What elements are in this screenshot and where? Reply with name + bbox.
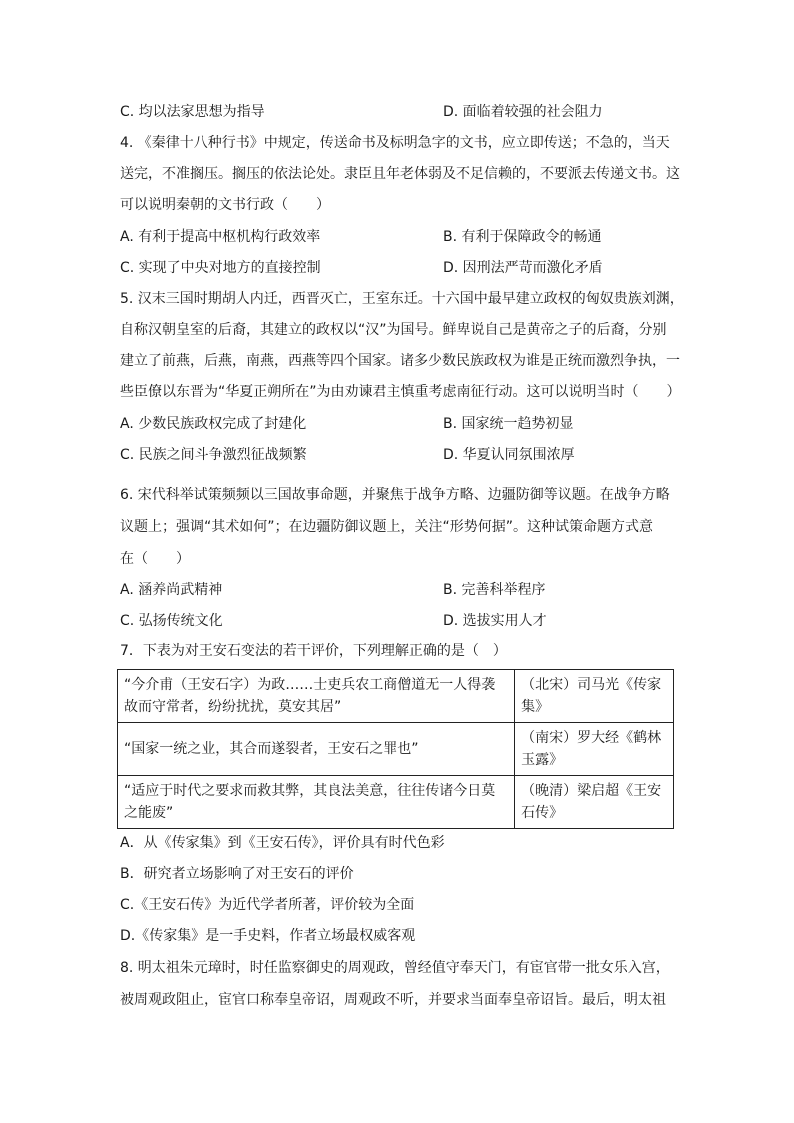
q6-stem-line-1: 6. 宋代科举试策频频以三国故事命题，并聚焦于战争方略、边疆防御等议题。在战争方略	[120, 487, 670, 503]
q4-option-b[interactable]: B. 有利于保障政令的畅通	[443, 229, 602, 245]
table-quote-cell: “适应于时代之要求而救其弊，其良法美意，往往传诸今日莫之能废”	[118, 776, 515, 829]
q4-stem-line-1: 4. 《秦律十八种行书》中规定，传送命书及标明急字的文书，应立即传送；不急的，当天	[120, 135, 670, 151]
q8-stem-line-2: 被周观政阻止，宦官口称奉皇帝诏，周观政不听，并要求当面奉皇帝诏旨。最后，明太祖	[120, 992, 666, 1008]
table-row	[118, 670, 674, 723]
q5-option-a[interactable]: A. 少数民族政权完成了封建化	[120, 416, 307, 432]
q5-stem-line-2: 自称汉朝皇室的后裔，其建立的政权以“汉”为国号。鲜卑说自己是黄帝之子的后裔，分别	[120, 322, 667, 338]
q4-option-a[interactable]: A. 有利于提高中枢机构行政效率	[120, 229, 321, 245]
q5-options-row-ab	[120, 414, 680, 434]
q6-option-c[interactable]: C. 弘扬传统文化	[120, 613, 223, 629]
q4-option-d[interactable]: D. 因刑法严苛而激化矛盾	[443, 260, 603, 276]
q7-option-c[interactable]: C.《王安石传》为近代学者所著，评价较为全面	[120, 897, 415, 913]
q7-option-d[interactable]: D.《传家集》是一手史料，作者立场最权威客观	[120, 928, 416, 944]
q6-option-b[interactable]: B. 完善科举程序	[443, 582, 546, 598]
table-quote-cell: “今介甫（王安石字）为政……士吏兵农工商僧道无一人得袭故而守常者，纷纷扰扰，莫安其居”	[118, 670, 515, 723]
q3-option-c[interactable]: C. 均以法家思想为指导	[120, 104, 265, 120]
q4-options-row-cd	[120, 258, 680, 278]
q6-option-a[interactable]: A. 涵养尚武精神	[120, 582, 223, 598]
q4-stem-line-3: 可以说明秦朝的文书行政（ ）	[120, 197, 330, 213]
q6-options-row-ab	[120, 580, 680, 600]
table-source-cell: （南宋）罗大经《鹤林玉露》	[515, 723, 674, 776]
q6-options-row-cd	[120, 611, 680, 631]
table-source-cell: （晚清）梁启超《王安石传》	[515, 776, 674, 829]
table-row	[118, 776, 674, 829]
q5-option-c[interactable]: C. 民族之间斗争激烈征战频繁	[120, 447, 307, 463]
table-source-cell: （北宋）司马光《传家集》	[515, 670, 674, 723]
q6-stem-line-2: 议题上；强调“其术如何”；在边疆防御议题上，关注“形势何据”。这种试策命题方式意	[120, 519, 654, 535]
q7-option-b[interactable]: B．研究者立场影响了对王安石的评价	[120, 866, 354, 882]
table-quote-cell: “国家一统之业，其合而遂裂者，王安石之罪也”	[118, 723, 515, 776]
table-row	[118, 723, 674, 776]
q5-stem-line-3: 建立了前燕，后燕，南燕，西燕等四个国家。诸多少数民族政权为谁是正统而激烈争执，一	[120, 353, 680, 369]
q6-stem-line-3: 在（ ）	[120, 551, 190, 567]
q4-options-row-ab	[120, 227, 680, 247]
q5-option-d[interactable]: D. 华夏认同氛围浓厚	[443, 447, 575, 463]
q8-stem-line-1: 8. 明太祖朱元璋时，时任监察御史的周观政，曾经值守奉天门，有宦官带一批女乐入宫，	[120, 960, 670, 976]
q5-option-b[interactable]: B. 国家统一趋势初显	[443, 416, 574, 432]
q7-stem: 7．下表为对王安石变法的若干评价，下列理解正确的是（ ）	[120, 643, 507, 659]
q6-option-d[interactable]: D. 选拔实用人才	[443, 613, 547, 629]
q4-option-c[interactable]: C. 实现了中央对地方的直接控制	[120, 260, 321, 276]
q3-options-row-cd	[120, 102, 680, 122]
q4-stem-line-2: 送完，不准搁压。搁压的依法论处。隶臣且年老体弱及不足信赖的，不要派去传递文书。这	[120, 166, 680, 182]
q7-evaluation-table	[117, 669, 674, 829]
q3-option-d[interactable]: D. 面临着较强的社会阻力	[443, 104, 603, 120]
q5-options-row-cd	[120, 445, 680, 465]
q5-stem-line-4: 些臣僚以东晋为“华夏正朔所在”为由劝谏君主慎重考虑南征行动。这可以说明当时（ ）	[120, 384, 681, 400]
q5-stem-line-1: 5. 汉末三国时期胡人内迁，西晋灭亡，王室东迁。十六国中最早建立政权的匈奴贵族刘渊，	[120, 291, 684, 307]
q7-option-a[interactable]: A．从《传家集》到《王安石传》，评价具有时代色彩	[120, 835, 445, 851]
